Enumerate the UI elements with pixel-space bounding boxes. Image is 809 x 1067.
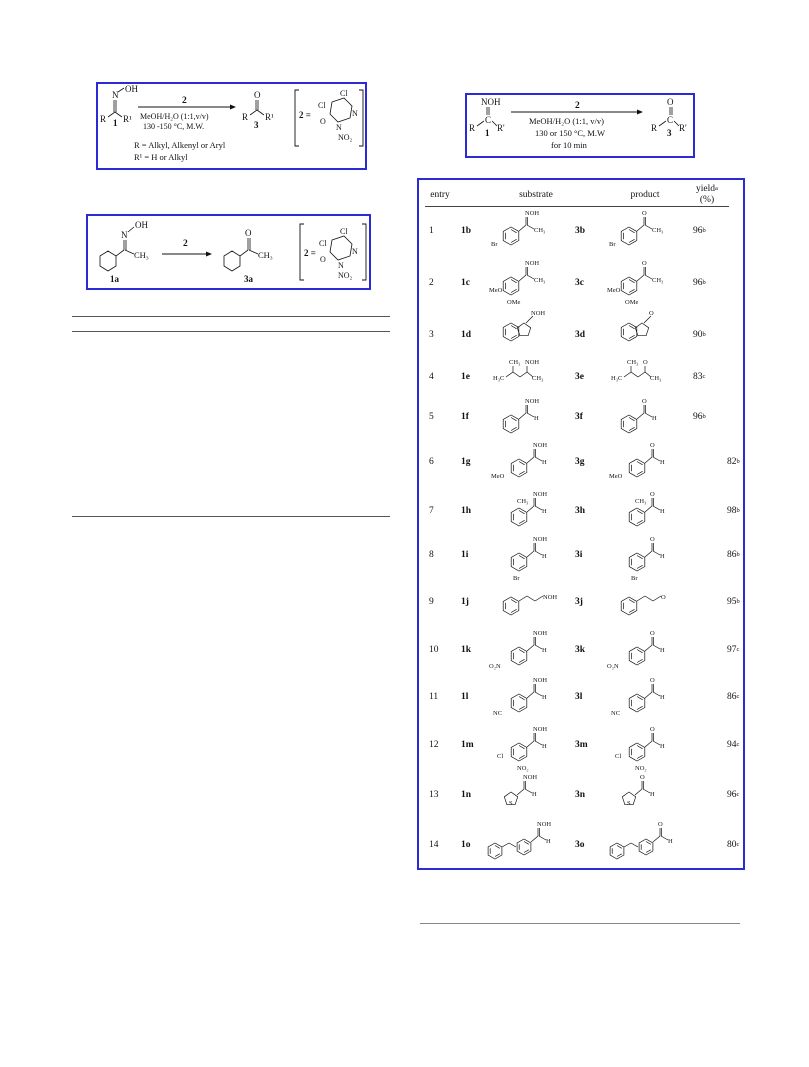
s2-cond3: for 10 min	[551, 140, 587, 150]
yield-number: 98	[727, 506, 737, 516]
yield-footnote: b	[702, 413, 706, 420]
s3-rn: N	[352, 247, 358, 256]
tail-label: H	[542, 508, 547, 515]
atom-label: O	[643, 359, 648, 366]
entry-number: 9	[429, 597, 434, 607]
o-label: O	[650, 726, 655, 733]
header-substrate: substrate	[519, 190, 553, 200]
s3-reagent: 2	[183, 239, 188, 249]
yield-number: 90	[693, 330, 703, 340]
scheme-3	[86, 214, 371, 290]
noh-label: NOH	[533, 442, 548, 449]
tail-label: H	[650, 791, 655, 798]
s2-pr: R	[651, 123, 658, 133]
s2-r: R	[469, 123, 476, 133]
s3-pch3: CH₃	[258, 250, 273, 260]
noh-label: NOH	[525, 260, 540, 267]
five-ring	[635, 323, 648, 336]
atom-label: O	[661, 594, 666, 601]
tail-label: H	[660, 553, 665, 560]
tail-label: H	[542, 647, 547, 654]
noh-label: NOH	[523, 774, 538, 781]
s1-reagent: 2	[182, 96, 187, 106]
scheme-2	[465, 93, 695, 158]
product-id: 3o	[575, 840, 585, 850]
five-ring	[517, 323, 530, 336]
s1-oh: OH	[125, 84, 138, 94]
product-id: 3n	[575, 790, 586, 800]
yield-footnote: b	[736, 598, 740, 605]
s1-ro: O	[320, 117, 326, 126]
ch3-label: CH₃	[517, 498, 529, 505]
s-label: S	[509, 800, 513, 807]
yield-footnote: c	[736, 791, 740, 798]
o-label: O	[650, 491, 655, 498]
br-label: Br	[491, 241, 498, 248]
atom-label: NOH	[525, 359, 540, 366]
yield-footnote: b	[736, 458, 740, 465]
header-yield: yield$^a$ (%)	[696, 184, 718, 205]
s3-ch3: CH₃	[134, 250, 149, 260]
tail-label: H	[660, 647, 665, 654]
noh-label: NOH	[533, 536, 548, 543]
ome-label: OMe	[507, 299, 521, 306]
s2-pc: C	[667, 115, 674, 125]
s1-o: O	[254, 90, 261, 100]
entry-number: 14	[429, 840, 439, 850]
tail-label: CH₃	[534, 277, 546, 284]
br-label: Br	[513, 575, 520, 582]
product-id: 3g	[575, 457, 585, 467]
entry-number: 12	[429, 740, 439, 750]
s2-c: C	[485, 115, 492, 125]
s3-cl1: Cl	[340, 227, 348, 236]
substrate-id: 1f	[461, 412, 469, 422]
structures-layer	[419, 180, 741, 868]
yield-footnote: c	[736, 841, 740, 848]
s2-reagent: 2	[575, 101, 580, 111]
s1-r1: R¹	[123, 114, 132, 124]
s1-cond1: MeOH/H₂O (1:1,v/v)	[140, 112, 209, 121]
yield-footnote: b	[702, 279, 706, 286]
yield-footnote: c	[736, 646, 740, 653]
o-label: O	[650, 630, 655, 637]
o-label: O	[642, 398, 647, 405]
yield-number: 86	[727, 550, 737, 560]
yield-footnote: b	[736, 551, 740, 558]
tail-label: H	[542, 459, 547, 466]
entry-number: 8	[429, 550, 434, 560]
product-id: 3m	[575, 740, 588, 750]
ch3-label: CH₃	[509, 359, 521, 366]
results-table	[417, 178, 745, 870]
product-id: 3c	[575, 278, 584, 288]
s2-o: O	[667, 97, 674, 107]
noh-label: NOH	[525, 398, 540, 405]
o-label: O	[640, 774, 645, 781]
product-id: 3j	[575, 597, 583, 607]
yield-number: 96	[693, 226, 703, 236]
tail-label: H	[542, 553, 547, 560]
scheme-1	[96, 82, 367, 170]
noh-label: NOH	[533, 677, 548, 684]
yield-number: 86	[727, 692, 737, 702]
s2-rp: R'	[497, 123, 505, 133]
noh-label: NOH	[525, 210, 540, 217]
yield-footnote: b	[736, 507, 740, 514]
noh-label: NOH	[533, 491, 548, 498]
scheme-1-drawing	[98, 84, 364, 167]
s1-cl2: Cl	[318, 101, 326, 110]
tail-label: H	[532, 791, 537, 798]
yield-footnote: c	[736, 741, 740, 748]
tail-label: H	[660, 459, 665, 466]
s1-label: 1	[113, 118, 118, 128]
yield-footnote: c	[702, 373, 706, 380]
nc-label: NC	[611, 710, 621, 717]
s1-rn: N	[352, 109, 358, 118]
yield-number: 95	[727, 597, 737, 607]
o-label: O	[650, 677, 655, 684]
o2n-label: O₂N	[489, 663, 501, 670]
s1-no2: NO₂	[338, 133, 353, 142]
scheme-3-drawing	[88, 216, 368, 287]
noh-label: NOH	[533, 726, 548, 733]
tail-label: CH₃	[652, 277, 664, 284]
entry-number: 1	[429, 226, 434, 236]
s1-r: R	[100, 114, 107, 124]
tail-label: H	[660, 743, 665, 750]
s2-noh: NOH	[481, 97, 501, 107]
product-id: 3k	[575, 645, 586, 655]
meo-label: MeO	[489, 287, 503, 294]
br-label: Br	[609, 241, 616, 248]
h3c-label: H₃C	[611, 375, 623, 382]
meo-label: MeO	[607, 287, 621, 294]
entry-number: 5	[429, 412, 434, 422]
ch3-label: CH₃	[532, 375, 544, 382]
yield-number: 83	[693, 372, 703, 382]
s2-cond1: MeOH/H₂O (1:1, v/v)	[529, 116, 604, 126]
substrate-id: 1e	[461, 372, 470, 382]
entry-number: 13	[429, 790, 439, 800]
substrate-id: 1c	[461, 278, 470, 288]
product-id: 3e	[575, 372, 584, 382]
tail-label: CH₃	[534, 227, 546, 234]
s1-reagent-def: 2 =	[299, 110, 311, 120]
ch3-label: CH₃	[650, 375, 662, 382]
ch3-label: CH₃	[627, 359, 639, 366]
product-id: 3h	[575, 506, 586, 516]
yield-footnote: b	[702, 227, 706, 234]
entry-number: 11	[429, 692, 439, 702]
rule-2	[72, 331, 390, 332]
product-id: 3b	[575, 226, 586, 236]
yield-number: 96	[693, 278, 703, 288]
cl-label: Cl	[497, 753, 504, 760]
s1-pr: R	[242, 112, 249, 122]
s3-rn2: N	[338, 261, 344, 270]
o-label: O	[642, 260, 647, 267]
s3-ro: O	[320, 255, 326, 264]
substrate-id: 1l	[461, 692, 469, 702]
substrate-id: 1m	[461, 740, 474, 750]
substrate-id: 1n	[461, 790, 472, 800]
tail-label: H	[660, 508, 665, 515]
s2-prod-label: 3	[667, 128, 672, 138]
h3c-label: H₃C	[493, 375, 505, 382]
substrate-id: 1h	[461, 506, 472, 516]
yield-footnote: c	[736, 693, 740, 700]
product-id: 3i	[575, 550, 583, 560]
s3-label: 1a	[110, 274, 119, 284]
s2-cond2: 130 or 150 °C, M.W	[535, 128, 605, 138]
yield-number: 96	[727, 790, 737, 800]
noh-label: NOH	[533, 630, 548, 637]
s1-n: N	[112, 90, 119, 100]
meo-label: MeO	[609, 473, 623, 480]
cl-label: Cl	[615, 753, 622, 760]
tail-label: H	[542, 743, 547, 750]
noh-label: NOH	[537, 821, 552, 828]
atom-label: NOH	[531, 310, 546, 317]
entry-number: 10	[429, 645, 439, 655]
atom-label: O	[649, 310, 654, 317]
s2-prp: R'	[679, 123, 687, 133]
meo-label: MeO	[491, 473, 505, 480]
s3-cl2: Cl	[319, 239, 327, 248]
substrate-id: 1o	[461, 840, 471, 850]
yield-number: 97	[727, 645, 737, 655]
tail-label: H	[668, 838, 673, 845]
product-id: 3d	[575, 330, 586, 340]
entry-number: 3	[429, 330, 434, 340]
tail-label: H	[546, 838, 551, 845]
substrate-id: 1d	[461, 330, 472, 340]
entry-number: 2	[429, 278, 434, 288]
s1-r-def: R = Alkyl, Alkenyl or Aryl	[134, 140, 226, 150]
s3-reagent-def: 2 =	[304, 248, 316, 258]
o-label: O	[642, 210, 647, 217]
tail-label: CH₃	[652, 227, 664, 234]
s-label: S	[627, 800, 631, 807]
substrate-id: 1j	[461, 597, 469, 607]
s1-r1-def: R¹ = H or Alkyl	[134, 152, 188, 162]
rule-3	[72, 516, 390, 517]
substrate-id: 1k	[461, 645, 472, 655]
s3-prod-label: 3a	[244, 274, 253, 284]
s2-label: 1	[485, 128, 490, 138]
br-label: Br	[631, 575, 638, 582]
ch3-label: CH₃	[635, 498, 647, 505]
yield-number: 96	[693, 412, 703, 422]
entry-number: 4	[429, 372, 434, 382]
o2n-label: O₂N	[607, 663, 619, 670]
entry-number: 6	[429, 457, 434, 467]
s1-prod-label: 3	[254, 120, 259, 130]
scheme-2-drawing	[467, 95, 692, 155]
product-id: 3f	[575, 412, 583, 422]
s1-pr1: R¹	[265, 112, 274, 122]
s1-cond2: 130 -150 °C, M.W.	[143, 122, 205, 131]
substrate-id: 1g	[461, 457, 471, 467]
tail-label: H	[542, 694, 547, 701]
s3-o: O	[245, 228, 252, 238]
header-entry: entry	[430, 190, 450, 200]
no2-label: NO₂	[635, 765, 647, 772]
tail-label: H	[660, 694, 665, 701]
tail-label: H	[652, 415, 657, 422]
s3-n: N	[121, 230, 128, 240]
s3-no2: NO₂	[338, 271, 353, 280]
s1-rn2: N	[336, 123, 342, 132]
header-product: product	[630, 190, 660, 200]
s1-cl1: Cl	[340, 89, 348, 98]
o-label: O	[658, 821, 663, 828]
substrate-id: 1i	[461, 550, 469, 560]
yield-footnote: b	[702, 331, 706, 338]
tail-label: H	[534, 415, 539, 422]
yield-number: 80	[727, 840, 737, 850]
product-id: 3l	[575, 692, 583, 702]
s3-oh: OH	[135, 220, 148, 230]
rule-bottom	[420, 923, 740, 924]
yield-number: 94	[727, 740, 737, 750]
substrate-id: 1b	[461, 226, 472, 236]
nc-label: NC	[493, 710, 503, 717]
atom-label: NOH	[543, 594, 558, 601]
yield-number: 82	[727, 457, 737, 467]
o-label: O	[650, 442, 655, 449]
rule-1	[72, 316, 390, 317]
o-label: O	[650, 536, 655, 543]
no2-label: NO₂	[517, 765, 529, 772]
ome-label: OMe	[625, 299, 639, 306]
entry-number: 7	[429, 506, 434, 516]
